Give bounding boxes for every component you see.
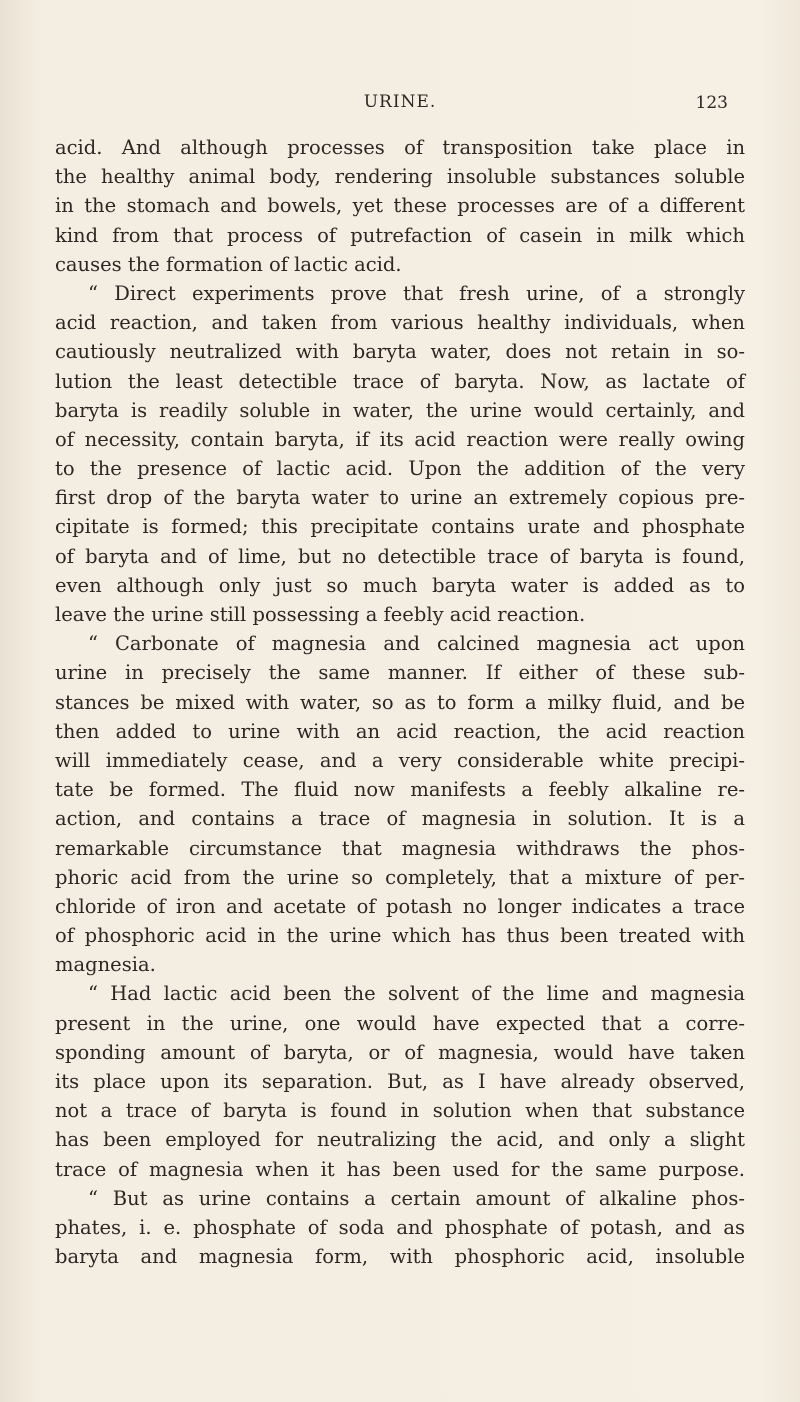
- text-line: action, and contains a trace of magnesia in solution. It is a: [55, 807, 745, 831]
- text-line: phates, i. e. phosphate of soda and phosphate of potash, and as: [55, 1215, 745, 1239]
- text-line: trace of magnesia when it has been used for the same purpose.: [55, 1157, 745, 1181]
- text-line: even although only just so much baryta water is added as to: [55, 573, 745, 597]
- text-line: phoric acid from the urine so completely, that a mixture of per-: [55, 865, 745, 889]
- text-line: first drop of the baryta water to urine an extremely copious pre-: [55, 486, 745, 510]
- text-line: causes the formation of lactic acid.: [55, 252, 402, 276]
- text-line: present in the urine, one would have expected that a corre-: [55, 1011, 745, 1035]
- text-line: urine in precisely the same manner. If either of these sub-: [55, 661, 745, 685]
- text-line: has been employed for neutralizing the acid, and only a slight: [55, 1128, 745, 1152]
- text-line: remarkable circumstance that magnesia withdraws the phos-: [55, 836, 745, 860]
- text-line: not a trace of baryta is found in solution when that substance: [55, 1099, 745, 1123]
- text-line: will immediately cease, and a very considerable white precipi-: [55, 748, 745, 772]
- text-line: the healthy animal body, rendering insoluble substances soluble: [55, 165, 745, 189]
- text-line: of baryta and of lime, but no detectible trace of baryta is found,: [55, 544, 745, 568]
- text-line: baryta and magnesia form, with phosphoric acid, insoluble: [55, 1245, 745, 1269]
- text-line: to the presence of lactic acid. Upon the addition of the very: [55, 457, 745, 481]
- text-line: then added to urine with an acid reaction, the acid reaction: [55, 719, 745, 743]
- text-line: cautiously neutralized with baryta water, does not retain in so-: [55, 340, 745, 364]
- text-line: its place upon its separation. But, as I have already observed,: [55, 1070, 745, 1093]
- text-line: “ Had lactic acid been the solvent of the lime and magnesia: [88, 982, 745, 1006]
- text-line: cipitate is formed; this precipitate contains urate and phosphate: [55, 515, 745, 539]
- text-line: sponding amount of baryta, or of magnesia, would have taken: [55, 1040, 745, 1064]
- text-line: “ Carbonate of magnesia and calcined magnesia act upon: [88, 632, 745, 656]
- text-line: magnesia.: [55, 953, 156, 977]
- text-line: of phosphoric acid in the urine which has thus been treated with: [55, 924, 745, 948]
- text-line: acid. And although processes of transposition take place in: [55, 136, 745, 159]
- page-number: 123: [695, 93, 728, 113]
- text-line: in the stomach and bowels, yet these processes are of a different: [55, 194, 745, 218]
- text-line: “ Direct experiments prove that fresh urine, of a strongly: [88, 281, 745, 305]
- page-header: [0, 92, 800, 122]
- text-line: of necessity, contain baryta, if its acid reaction were really owing: [55, 427, 745, 451]
- text-line: kind from that process of putrefaction of casein in milk which: [55, 223, 745, 247]
- body-text: [55, 133, 745, 1271]
- text-line: baryta is readily soluble in water, the urine would certainly, and: [55, 398, 745, 422]
- text-line: chloride of iron and acetate of potash no longer indicates a trace: [55, 894, 745, 918]
- text-line: tate be formed. The fluid now manifests a feebly alkaline re-: [55, 778, 745, 802]
- text-line: leave the urine still possessing a feebly acid reaction.: [55, 603, 586, 626]
- text-line: stances be mixed with water, so as to form a milky fluid, and be: [55, 690, 745, 714]
- text-line: “ But as urine contains a certain amount of alkaline phos-: [88, 1186, 745, 1210]
- running-head: URINE.: [363, 92, 437, 112]
- text-line: lution the least detectible trace of baryta. Now, as lactate of: [55, 369, 745, 393]
- text-line: acid reaction, and taken from various healthy individuals, when: [55, 311, 745, 335]
